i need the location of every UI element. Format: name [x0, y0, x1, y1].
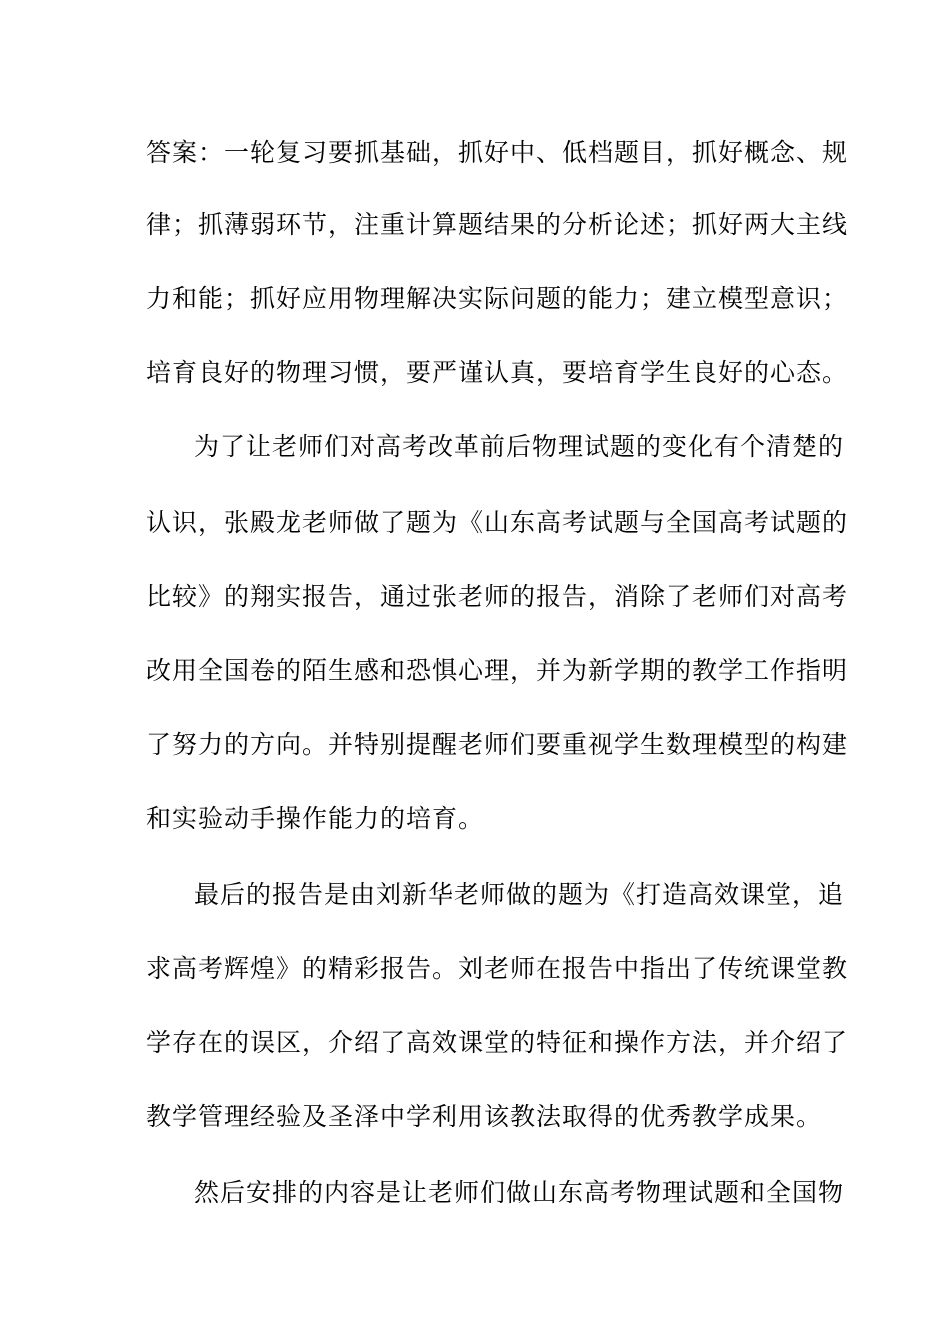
paragraph-line: 答案：一轮复习要抓基础，抓好中、低档题目，抓好概念、规 — [146, 138, 849, 167]
paragraph-line: 律；抓薄弱环节，注重计算题结果的分析论述；抓好两大主线 — [146, 210, 849, 239]
paragraph-line: 培育良好的物理习惯，要严谨认真，要培育学生良好的心态。 — [146, 358, 849, 387]
paragraph-line: 教学管理经验及圣泽中学利用该教法取得的优秀教学成果。 — [146, 1102, 823, 1131]
paragraph-line: 和实验动手操作能力的培育。 — [146, 804, 485, 833]
paragraph-line: 学存在的误区，介绍了高效课堂的特征和操作方法，并介绍了 — [146, 1028, 849, 1057]
paragraph-line: 然后安排的内容是让老师们做山东高考物理试题和全国物 — [194, 1178, 845, 1207]
paragraph-line: 了努力的方向。并特别提醒老师们要重视学生数理模型的构建 — [146, 730, 849, 759]
paragraph-line: 力和能；抓好应用物理解决实际问题的能力；建立模型意识； — [146, 284, 849, 313]
paragraph-line: 最后的报告是由刘新华老师做的题为《打造高效课堂，追 — [194, 880, 845, 909]
paragraph-line: 求高考辉煌》的精彩报告。刘老师在报告中指出了传统课堂教 — [146, 954, 849, 983]
paragraph-line: 认识，张殿龙老师做了题为《山东高考试题与全国高考试题的 — [146, 508, 849, 537]
paragraph-line: 改用全国卷的陌生感和恐惧心理，并为新学期的教学工作指明 — [146, 656, 849, 685]
paragraph-line: 比较》的翔实报告，通过张老师的报告，消除了老师们对高考 — [146, 582, 849, 611]
paragraph-line: 为了让老师们对高考改革前后物理试题的变化有个清楚的 — [194, 432, 845, 461]
